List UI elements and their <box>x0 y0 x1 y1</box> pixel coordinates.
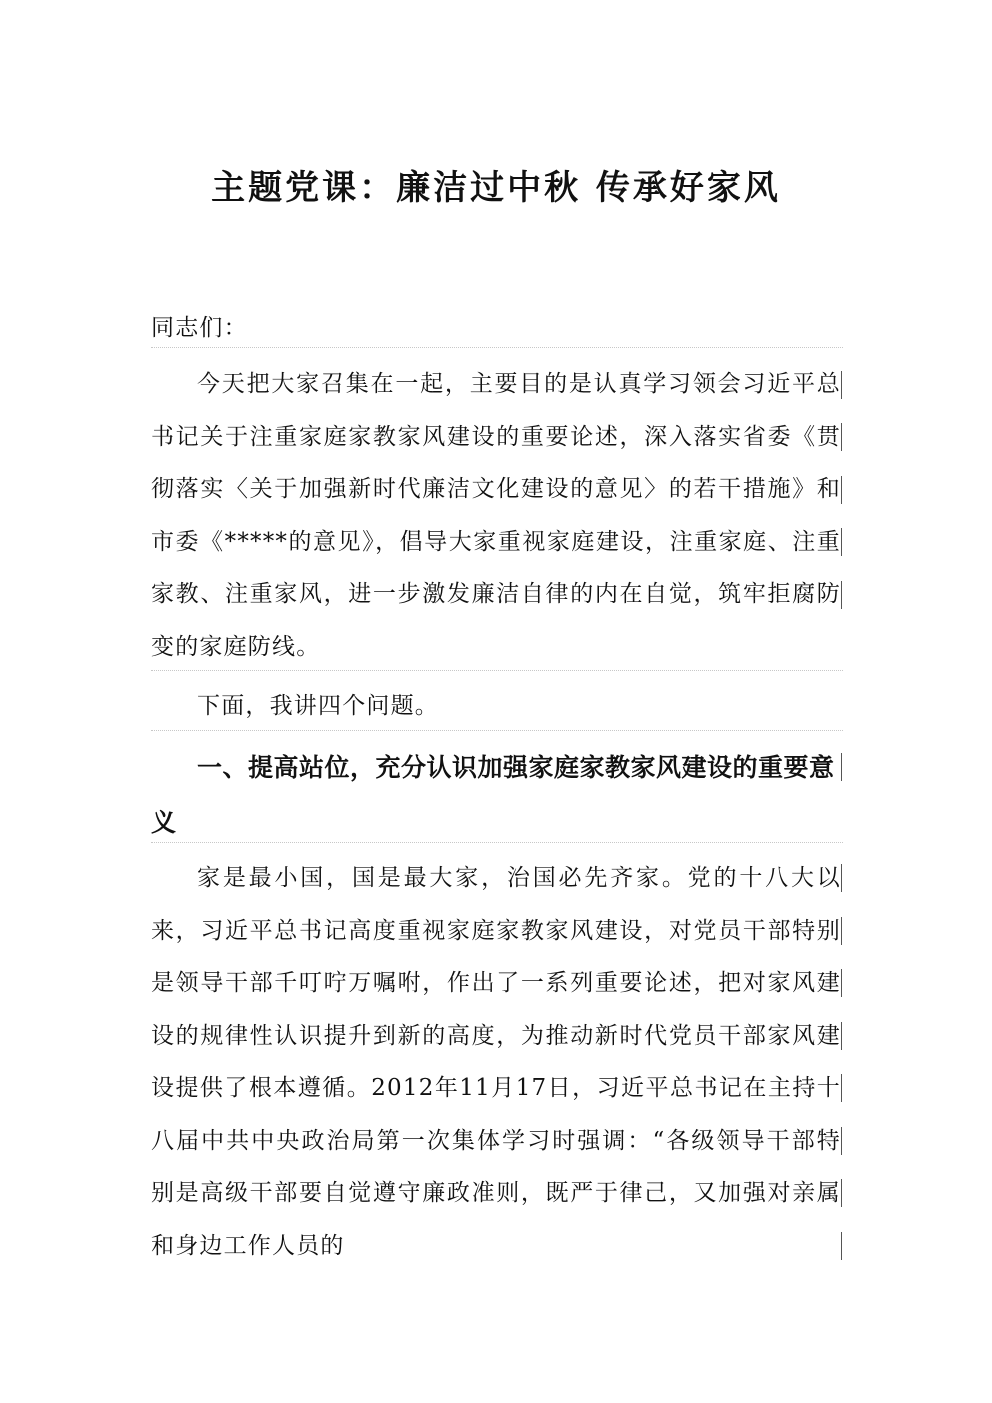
line-end-marker <box>841 1074 842 1102</box>
line-end-marker <box>841 371 842 399</box>
line-end-marker <box>841 1179 842 1207</box>
line-end-marker <box>841 969 842 997</box>
line-end-marker <box>841 1022 842 1050</box>
line-end-marker <box>841 476 842 504</box>
paragraph-outline: 下面，我讲四个问题。 <box>197 693 439 719</box>
paragraph-divider <box>151 670 843 671</box>
paragraph-divider <box>151 730 843 731</box>
line-end-marker <box>841 581 842 609</box>
paragraph-divider <box>151 842 843 843</box>
line-end-marker <box>841 423 842 451</box>
line-end-marker <box>841 917 842 945</box>
section-heading-1: 一、提高站位，充分认识加强家庭家教家风建设的重要意义 <box>151 753 835 837</box>
document-title: 主题党课：廉洁过中秋 传承好家风 <box>211 168 781 208</box>
paragraph-divider <box>151 347 843 348</box>
line-end-marker <box>841 1127 842 1155</box>
line-end-marker <box>841 1232 842 1260</box>
line-end-marker <box>841 753 842 781</box>
line-end-marker <box>841 528 842 556</box>
paragraph-intro: 今天把大家召集在一起，主要目的是认真学习领会习近平总书记关于注重家庭家教家风建设的重要论述，深入落实省委《贯彻落实〈关于加强新时代廉洁文化建设的意见〉的若干措施》和市委《*****的意见》，倡导大家重视家庭建设，注重家庭、注重家教、注重家风，进一步激发廉洁自律的内在自觉，筑牢拒腐防变的家庭防线。 <box>151 371 841 660</box>
greeting-line: 同志们： <box>151 315 248 341</box>
paragraph-section-1: 家是最小国，国是最大家，治国必先齐家。党的十八大以来，习近平总书记高度重视家庭家教家风建设，对党员干部特别是领导干部千叮咛万嘱咐，作出了一系列重要论述，把对家风建设的规律性认识提升到新的高度，为推动新时代党员干部家风建设提供了根本遵循。2012年11月17日，习近平总书记在主持十八届中共中央政治局第一次集体学习时强调：“各级领导干部特别是高级干部要自觉遵守廉政准则，既严于律己，又加强对亲属和身边工作人员的 <box>151 865 841 1259</box>
line-end-marker <box>841 864 842 892</box>
